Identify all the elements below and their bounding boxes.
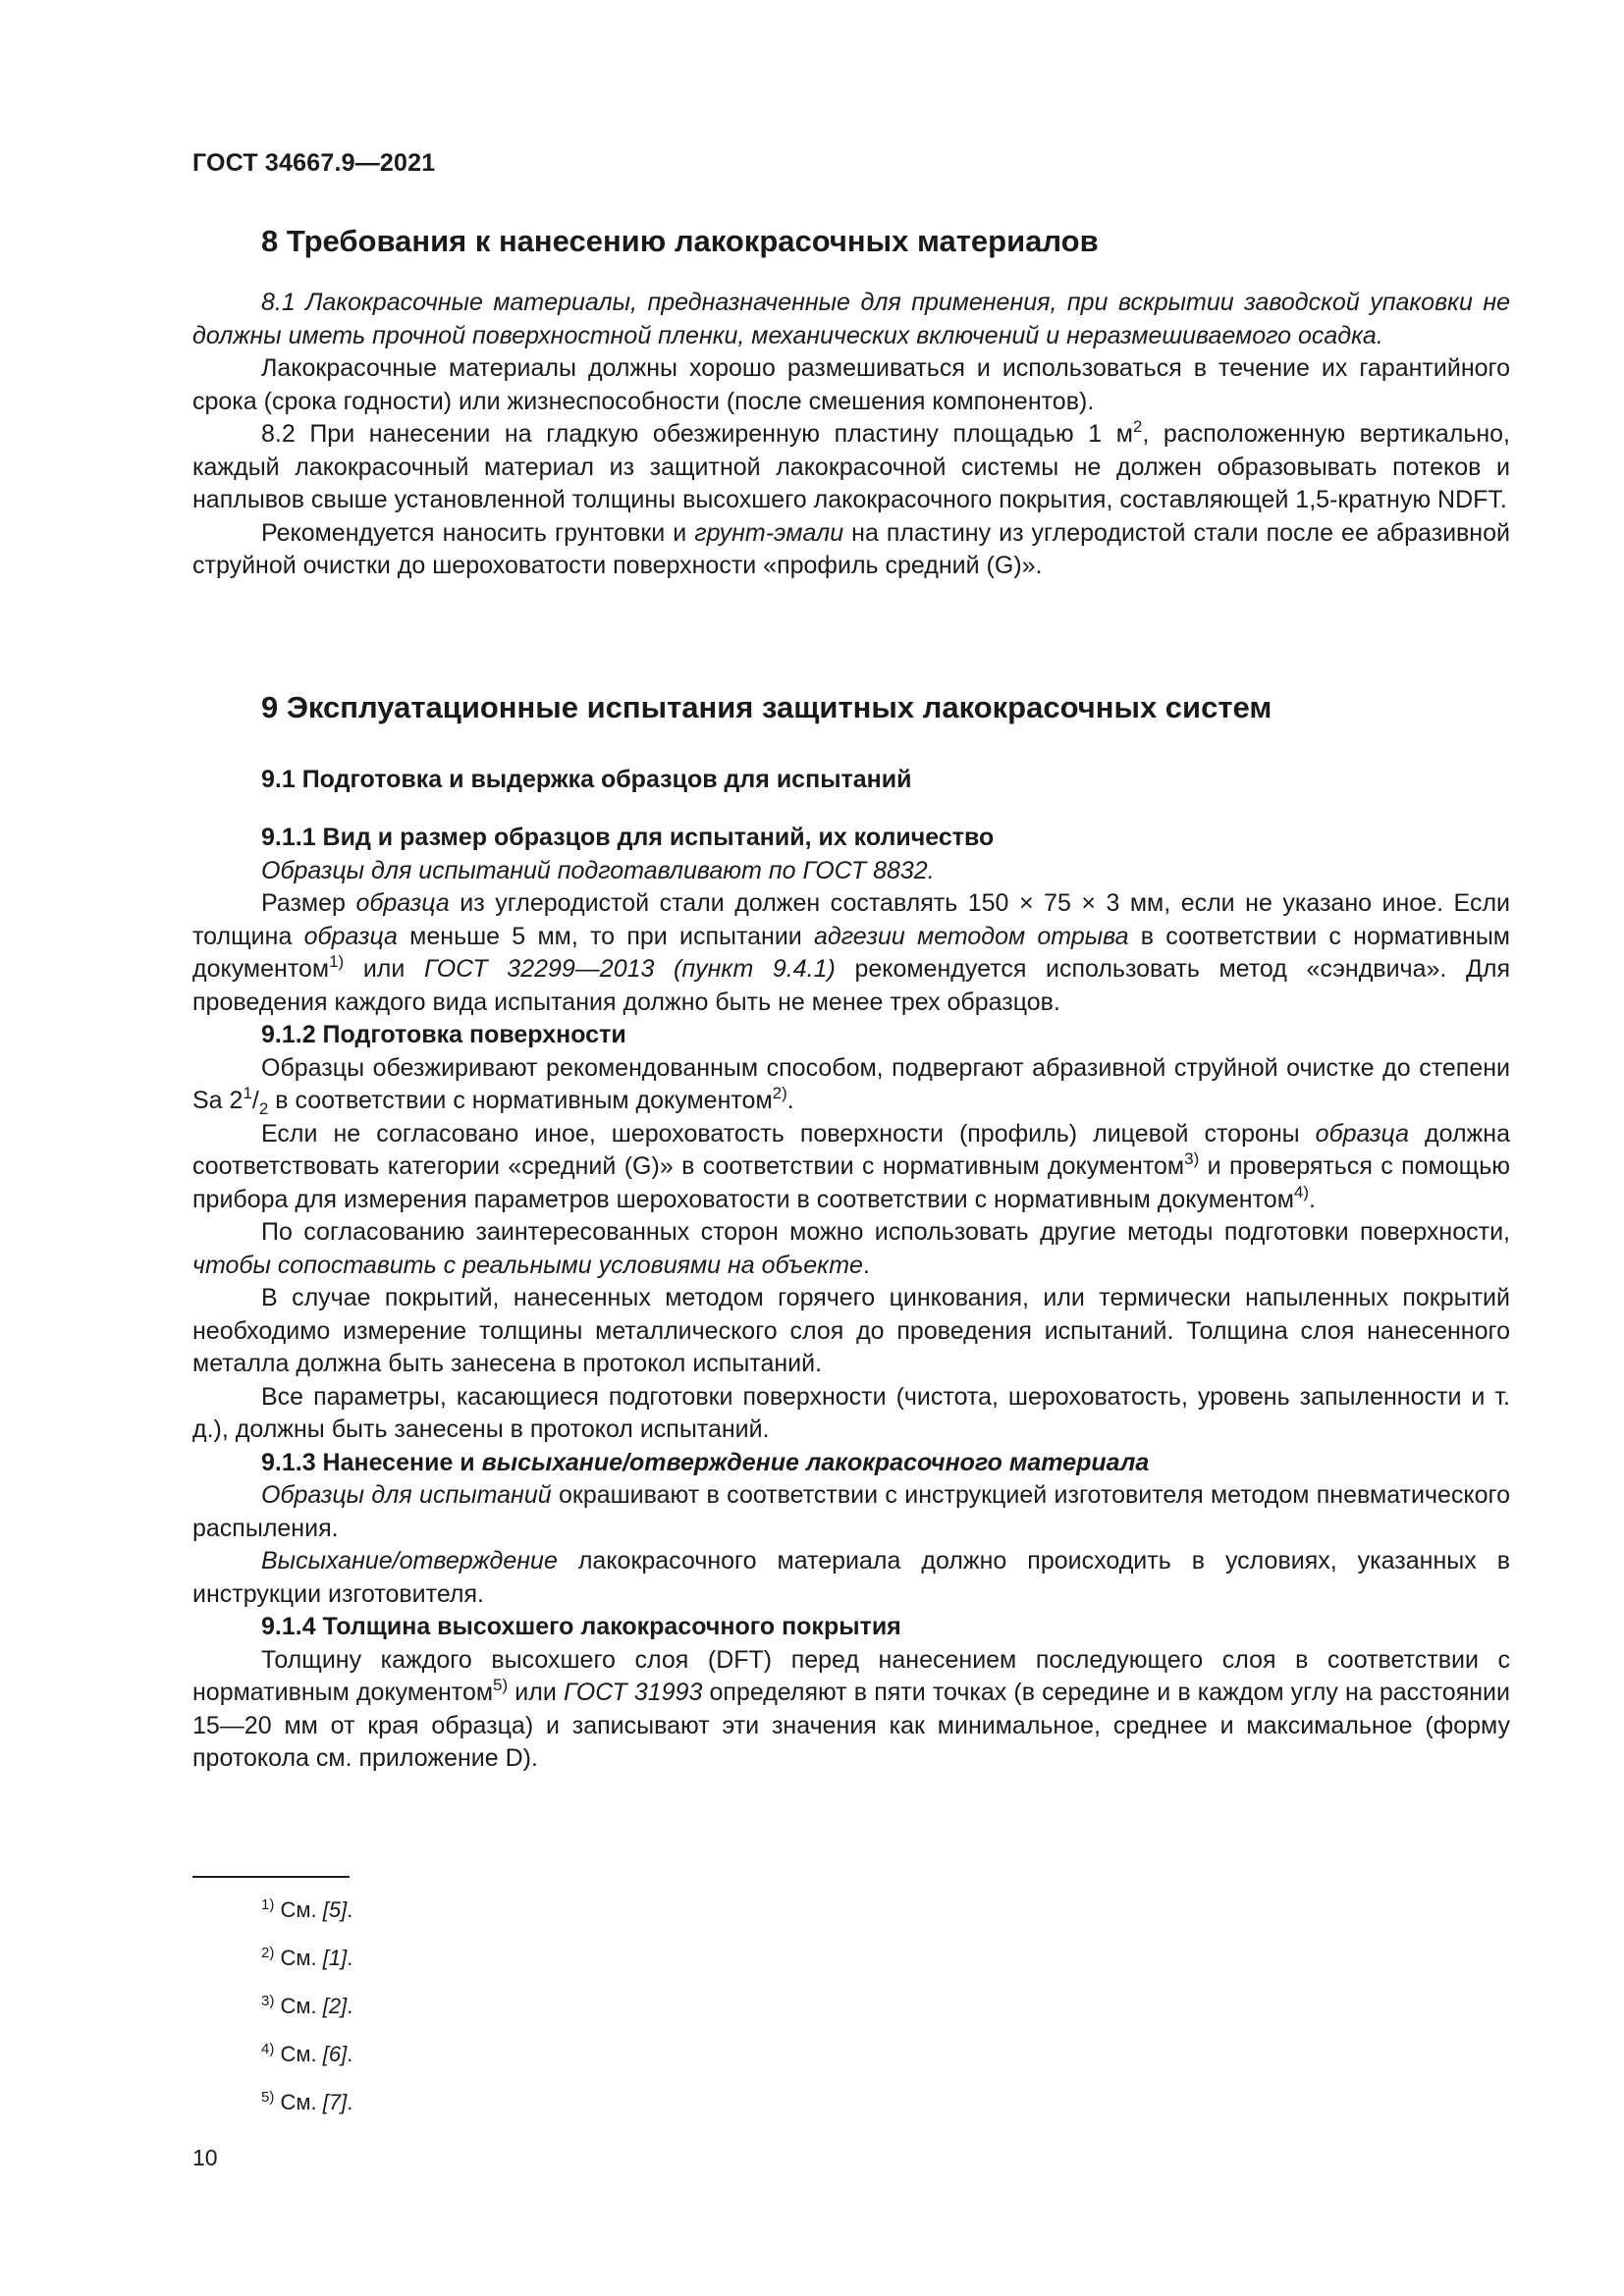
footnote-3: $^{3)}$ См. [2]. — [261, 1993, 353, 2018]
clause-9-1-2-p2: Если не согласовано иное, шероховатость поверхности (профиль) лицевой стороны образца должна соответствовать категории «средний (G)» в соответствии с нормативным документом$^{3)}$ и проверяться с помощью прибора для измерения параметров шероховатости в соответствии с нормативным документом$^{4)}$. — [192, 1119, 1510, 1213]
clause-9-1-2-p5: Все параметры, касающиеся подготовки поверхности (чистота, шероховатость, уровень запыленности и т. д.), должны быть занесены в протокол испытаний. — [192, 1382, 1510, 1443]
clause-9-1-3-heading: 9.1.3 Нанесение и высыхание/отверждение лакокрасочного материала — [261, 1448, 1150, 1476]
clause-9-1-2-p1: Образцы обезжиривают рекомендованным способом, подвергают абразивной струйной очистке до степени Sa $2^1/_2$ в соответствии с нормативным документом$^{2)}$. — [192, 1053, 1510, 1118]
section-8-body — [192, 287, 1510, 583]
clause-8-2-recommendation: Рекомендуется наносить грунтовки и грунт-эмали на пластину из углеродистой стали после ее абразивной струйной очистки до шероховатости поверхности «профиль средний (G)». — [192, 518, 1510, 579]
footnote-ref-5: 5) — [493, 1676, 509, 1694]
footnote-ref-1: 1) — [329, 952, 345, 971]
page-number: 10 — [192, 2145, 218, 2170]
footnote-ref-3: 3) — [1184, 1149, 1200, 1168]
clause-9-1-1-heading: 9.1.1 Вид и размер образцов для испытаний, их количество — [261, 824, 995, 851]
clause-9-1-3-p1: Образцы для испытаний окрашивают в соответствии с инструкцией изготовителя методом пневматического распыления. — [192, 1481, 1510, 1542]
footnote-2: $^{2)}$ См. [1]. — [261, 1945, 353, 1970]
clause-9-1-4-heading: 9.1.4 Толщина высохшего лакокрасочного покрытия — [261, 1613, 901, 1640]
footnote-ref-4: 4) — [1293, 1182, 1309, 1201]
clause-9-1-1-p2: Размер образца из углеродистой стали должен составлять 150 × 75 × 3 мм, если не указано иное. Если толщина образца меньше 5 мм, то при испытании адгезии методом отрыва в соответствии с нормативным документом$^{1)}$ или ГОСТ 32299—2013 (пункт 9.4.1) рекомендуется использовать метод «сэндвича». Для проведения каждого вида испытания должно быть не менее трех образцов. — [192, 889, 1511, 1016]
clause-9-1-heading: 9.1 Подготовка и выдержка образцов для испытаний — [261, 766, 912, 793]
footnote-separator — [192, 1876, 350, 1878]
clause-8-2: 8.2 При нанесении на гладкую обезжиренную пластину площадью 1 $м^2$, расположенную вертикально, каждый лакокрасочный материал из защитной лакокрасочной системы не должен образовывать потеков и наплывов свыше установленной толщины высохшего лакокрасочного покрытия, составляющей 1,5-кратную NDFT. — [192, 417, 1510, 513]
clause-8-1: 8.1 Лакокрасочные материалы, предназначенные для применения, при вскрытии заводской упаковки не должны иметь прочной поверхностной пленки, механических включений и неразмешиваемого осадка. — [192, 289, 1510, 349]
footnote-4: $^{4)}$ См. [6]. — [261, 2041, 353, 2066]
clause-9-1-2-p4: В случае покрытий, нанесенных методом горячего цинкования, или термически напыленных покрытий необходимо измерение толщины металлического слоя до проведения испытаний. Толщина слоя нанесенного металла должна быть занесена в протокол испытаний. — [192, 1284, 1510, 1377]
clause-9-1-2-heading: 9.1.2 Подготовка поверхности — [261, 1021, 626, 1048]
clause-9-1-1-p1: Образцы для испытаний подготавливают по ГОСТ 8832. — [261, 856, 935, 884]
section-9-body — [192, 822, 1510, 1776]
footnote-1: $^{1)}$ См. [5]. — [261, 1896, 353, 1922]
section-9-heading: 9 Эксплуатационные испытания защитных лакокрасочных систем — [261, 690, 1272, 724]
document-code: ГОСТ 34667.9—2021 — [192, 149, 436, 177]
section-8-heading: 8 Требования к нанесению лакокрасочных материалов — [261, 224, 1099, 258]
footnote-5: $^{5)}$ См. [7]. — [261, 2089, 353, 2114]
clause-9-1-4-p1: Толщину каждого высохшего слоя (DFT) перед нанесением последующего слоя в соответствии с нормативным документом$^{5)}$ или ГОСТ 31993 определяют в пяти точках (в середине и в каждом углу на расстоянии 15—20 мм от края образца) и записывают эти значения как минимальное, среднее и максимальное (форму протокола см. приложение D). — [192, 1645, 1510, 1772]
clause-8-1-paragraph: Лакокрасочные материалы должны хорошо размешиваться и использоваться в течение их гарантийного срока (срока годности) или жизнеспособности (после смешения компонентов). — [192, 354, 1510, 415]
clause-9-1-2-p3: По согласованию заинтересованных сторон можно использовать другие методы подготовки поверхности, чтобы сопоставить с реальными условиями на объекте. — [192, 1218, 1510, 1279]
clause-9-1-3-p2: Высыхание/отверждение лакокрасочного материала должно происходить в условиях, указанных в инструкции изготовителя. — [192, 1547, 1510, 1608]
footnote-ref-2: 2) — [772, 1084, 787, 1102]
